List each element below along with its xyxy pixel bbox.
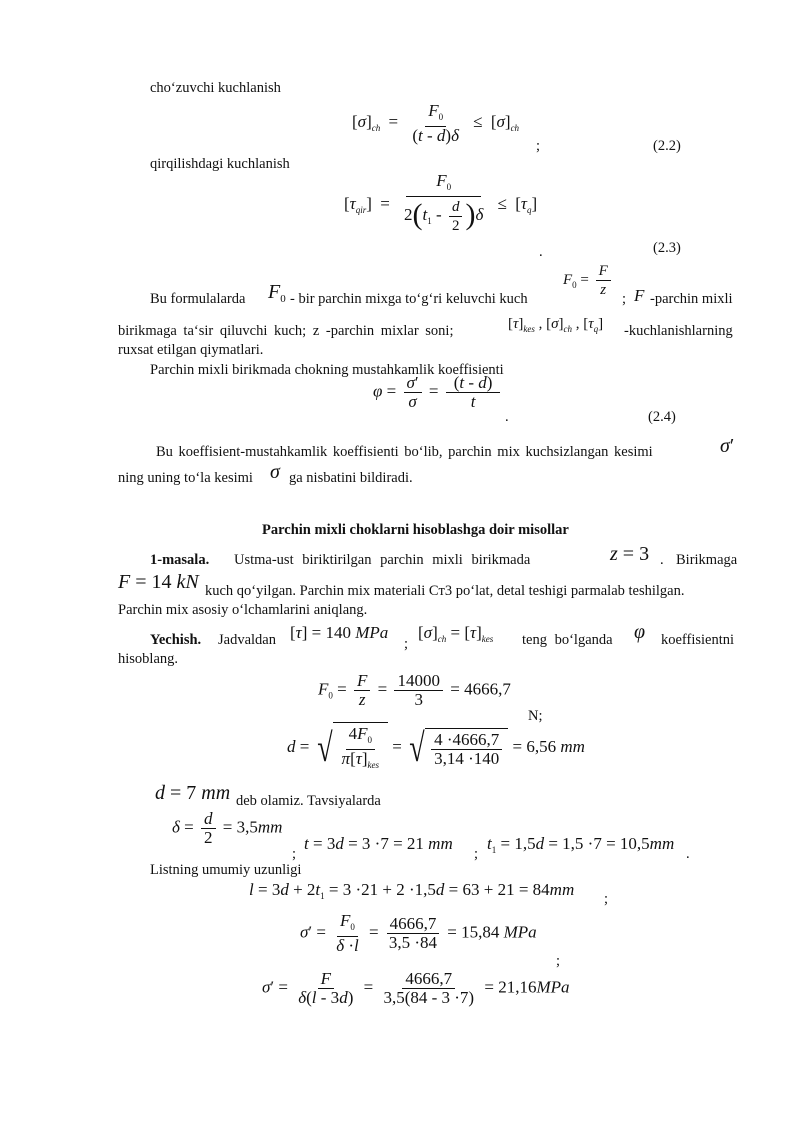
equation-l: $l = 3d + 2t_1 = 3 \cdot 21 + 2 \cdot 1,5d = 63 + 21 = 84mm$ — [249, 880, 575, 901]
text-koeffisientni: koeffisientni — [661, 632, 735, 648]
symbol-F: F — [634, 286, 645, 305]
text-kuchlanishlarning: -kuchlanishlarning — [624, 323, 733, 339]
text-parchin-mixli: -parchin mixli — [650, 291, 733, 307]
text-jadvaldan: Jadvaldan — [218, 632, 276, 648]
text-parchin-mixli-birikmada: Parchin mixli birikmada chokning mustahkamlik koeffisienti — [150, 362, 504, 378]
equation-delta: δ = $\frac{d}{2}$ = 3,5mm — [172, 809, 283, 847]
text-listning: Listning umumiy uzunligi — [150, 862, 302, 878]
symbol-F0: $F_0$ — [268, 281, 286, 305]
semicolon: ; — [474, 846, 479, 862]
equation-allowable-stresses: $[\tau]_{kes}$ , $[\sigma]_{ch}$ , $[\tau_q]$ — [508, 316, 604, 334]
semicolon: ; — [622, 291, 627, 307]
text-kuch-qoyilgan: kuch qo‘yilgan. Parchin mix materiali Cт3 po‘lat, detal teshigi parmalab teshilgan. — [205, 583, 685, 599]
symbol-phi: φ — [634, 621, 646, 643]
text-parchin-mix-asosiy: Parchin mix asosiy o‘lchamlarini aniqlang. — [118, 602, 368, 618]
equation-z: z = 3 — [610, 543, 650, 565]
equation-t1: $t_1 = 1,5d = 1,5 \cdot 7 = 10,5mm$ — [487, 834, 675, 855]
solution-label: Yechish. — [150, 632, 202, 648]
section-heading: Parchin mixli choklarni hisoblashga doir misollar — [262, 522, 569, 538]
equation-d-calc: d = √ $\frac{4F_0}{\pi[\tau]_{kes}}$ = √ $\frac{4 \cdot 4666,7}{3,14 \cdot 140}$ = 6,56 mm — [287, 722, 585, 774]
text-teng: teng bo‘lganda — [522, 632, 613, 648]
eq-number-2-3: (2.3) — [653, 240, 681, 256]
text-bu-formulalarda: Bu formulalarda — [150, 291, 246, 307]
equation-t: t = 3d = 3 ·7 = 21 mm — [304, 834, 453, 853]
problem-text: Ustma-ust biriktirilgan parchin mixli birikmada — [234, 552, 531, 568]
semicolon: ; — [556, 953, 561, 969]
semicolon: ; — [404, 636, 409, 652]
symbol-sigma: σ — [270, 461, 280, 483]
text-bu-koeffisient: Bu koeffisient-mustahkamlik koeffisienti bo‘lib, parchin mix kuchsizlangan kesimi — [156, 444, 653, 460]
equation-F0-calc: $F_0$ = $\frac{F}{z}$ = $\frac{14000}{3}$ = 4666,7 — [318, 671, 511, 709]
eq-number-2-2: (2.2) — [653, 138, 681, 154]
text-bir-parchin: - bir parchin mixga to‘g‘ri keluvchi kuch — [290, 291, 528, 307]
semicolon: ; — [536, 138, 541, 154]
text-ruxsat: ruxsat etilgan qiymatlari. — [118, 342, 264, 358]
equation-2-2: $[\sigma]_{ch}$ = $\frac{F_0}{(t - d)\delta}$ ≤ $[\sigma]_{ch}$ — [352, 101, 520, 145]
dot: . — [539, 244, 543, 260]
text-deb-olamiz: deb olamiz. Tavsiyalarda — [236, 793, 381, 809]
semicolon: ; — [292, 846, 297, 862]
text-ga-nisbatini: ga nisbatini bildiradi. — [289, 470, 413, 486]
equation-sigma-prime-2: σ′ = $\frac{F}{\delta(l - 3d)}$ = $\frac{4666,7}{3,5(84 - 3 \cdot 7)}$ = 21,16MPa — [262, 969, 570, 1007]
problem-label: 1-masala. — [150, 552, 210, 568]
text-ning-uning: ning uning to‘la kesimi — [118, 470, 253, 486]
text-birikmaga: birikmaga ta‘sir qiluvchi kuch; z -parchin mixlar soni; — [118, 323, 454, 339]
equation-F0-def: $F_0$ = $\frac{F}{z}$ — [563, 262, 614, 299]
dot: . — [686, 846, 690, 862]
equation-sigma-prime-1: σ′ = $\frac{F_0}{\delta \cdot l}$ = $\frac{4666,7}{3,5 \cdot 84}$ = 15,84 MPa — [300, 911, 537, 955]
equation-2-4: φ = $\frac{\sigma'}{\sigma}$ = $\frac{(t - d)}{t}$ — [373, 374, 503, 411]
equation-F: F = 14 kN — [118, 571, 199, 593]
text-birikmaga-end: Birikmaga — [676, 552, 738, 568]
dot: . — [660, 552, 664, 568]
eq-number-2-4: (2.4) — [648, 409, 676, 425]
equation-d: d = 7 mm — [155, 782, 231, 804]
semicolon: ; — [604, 891, 609, 907]
dot: . — [505, 409, 509, 425]
text-hisoblang: hisoblang. — [118, 651, 179, 667]
equation-sigma-tau: $[\sigma]_{ch} = [\tau]_{kes}$ — [418, 623, 494, 644]
equation-tau: [τ] = 140 MPa — [290, 623, 389, 642]
text-qirqilish: qirqilishdagi kuchlanish — [150, 156, 290, 172]
symbol-sigma-prime: σ′ — [720, 435, 735, 457]
text-choz: cho‘zuvchi kuchlanish — [150, 80, 281, 96]
equation-2-3: $[\tau_{qir}]$ = $F_0$ $2(t_1$ - $\frac{d}{2}$ )δ ≤ $[\tau_q]$ — [344, 171, 538, 234]
unit-N: N; — [528, 708, 543, 724]
